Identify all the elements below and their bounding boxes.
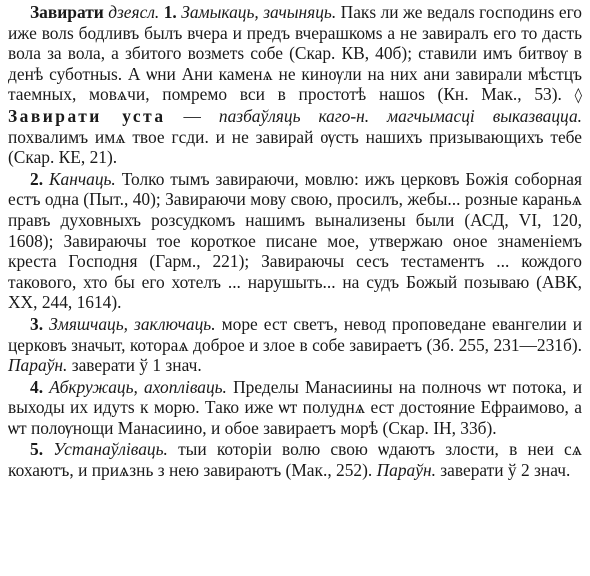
variant-text: заверати ў 2 знач. (440, 460, 571, 481)
sense-text: Толко тымъ завираючи, мовлю: ижъ церковъ Божія соборная естъ одна (Пыт., 40); Завираючи мову свою, просилъ, жебы... розные караньѧ правъ духовныхъ розсудкомъ нашимъ вынализены были (АСД, VI, 120, 1608); Завираючы тое короткое писане мое, утвержаю оное знаменіемъ креста Господня (Гарм., 221); Завираючы сесъ тестаментъ ... кождого такового, хто бы его хотелъ ... нарушыть... на судъ Божый позываю (АВК, XX, 244, 1614). (8, 168, 582, 313)
variant-label: Параўн. (8, 355, 68, 376)
phrase-marker: ◊ (574, 86, 582, 105)
sense-5 (8, 439, 582, 480)
sense-text: Пакѕ ли же ведалѕ господинѕ его иже волѕ бодливъ былъ вчера и предъ вчерашкомѕ а не завиралъ его то дасть вола за вола, а збитого возметѕ собе (Скар. КВ, 40б); ставили имъ битвѹ в денѣ суботныѕ. А ѡни Ани каменѧ не кинѹли на них ани завирали мѣстцъ таемных, мовѧчи, помремо вси в простотѣ нашоѕ (Кн. Мак., 53). (8, 2, 582, 105)
sense-gloss: Абкружаць, ахопліваць. (49, 376, 227, 397)
phrase: Завирати уста (8, 105, 166, 126)
phrase-text: похвалимъ имѧ твое гсди. и не завирай ѹсть нашихъ призывающихъ тебе (Скар. КЕ, 21). (8, 126, 582, 168)
headword: Завирати (30, 2, 104, 22)
sense-text: Пределы Манасиины на полночѕ ѡт потока, и выходы их идутѕ к морю. Тако иже ѡт полуднѧ ест достояние Ефраимово, а ѡт полѹнощи Манасиино, и обое завираетъ морѣ (Скар. ІН, 33б). (8, 376, 583, 438)
sense-number: 3. (30, 313, 44, 334)
part-of-speech: дзеясл. (108, 2, 160, 22)
sense-1 (8, 2, 582, 168)
sense-gloss: Канчаць. (48, 168, 116, 189)
phrase-gloss: пазбаўляць каго-н. магчымасці выказвацца. (218, 105, 582, 126)
sense-3 (8, 314, 582, 376)
sense-text: море ест светъ, невод проповедане евангелии и церковъ значыт, котораѧ доброе и злое в собе завираетъ (Зб. 255, 231—231б). (8, 313, 582, 355)
sense-number: 4. (30, 376, 44, 397)
sense-number: 2. (30, 168, 44, 189)
variant-label: Параўн. (376, 460, 436, 481)
sense-text: тыи которіи волю свою ѡдаютъ злости, в неи сѧ кохаютъ, и приѧзнь з нею завираютъ (Мак., 252). (8, 439, 582, 481)
sense-gloss: Устанаўліваць. (53, 439, 168, 460)
phrase-dash: — (183, 105, 201, 126)
sense-4 (8, 377, 582, 439)
sense-number: 5. (30, 439, 44, 460)
sense-number: 1. (163, 2, 177, 22)
variant-text: заверати ў 1 знач. (71, 355, 202, 376)
sense-2 (8, 169, 582, 313)
sense-gloss: Замыкаць, зачыняць. (181, 2, 337, 22)
sense-gloss: Змяшчаць, заключаць. (49, 313, 216, 334)
